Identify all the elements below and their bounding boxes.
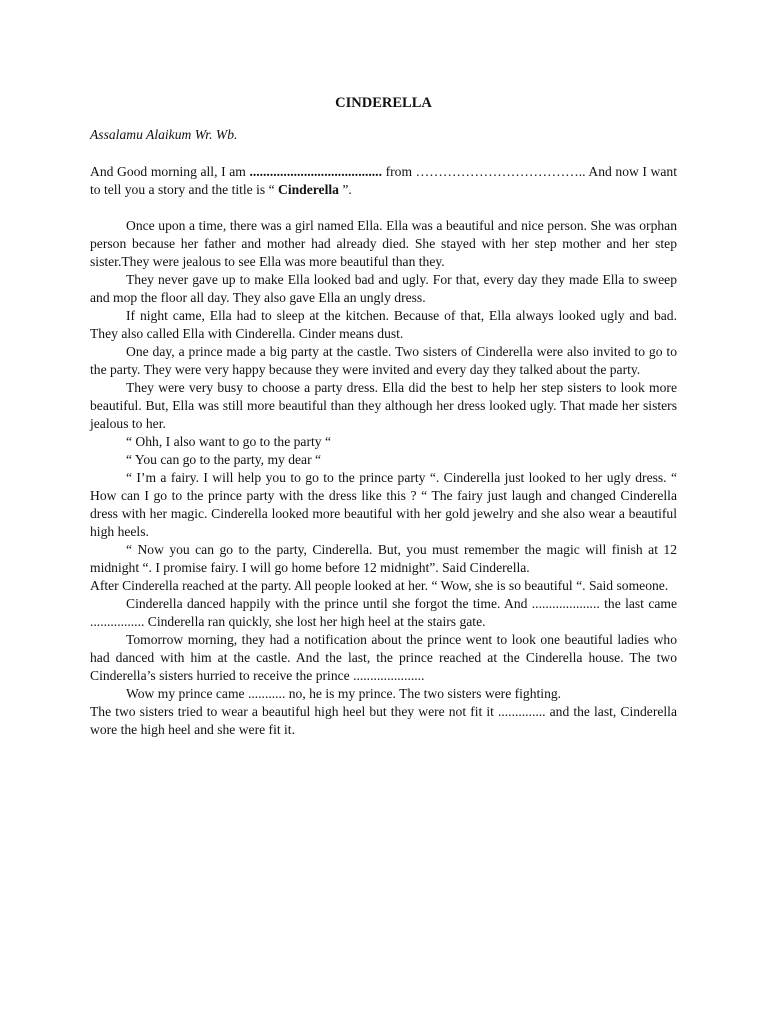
story-body xyxy=(90,217,677,739)
story-paragraph: “ Now you can go to the party, Cinderella. But, you must remember the magic will finish at 12 midnight “. I promise fairy. I will go home before 12 midnight”. Said Cinderella. xyxy=(90,542,677,575)
from-blank: ……………………………….. xyxy=(415,164,586,179)
greeting: Assalamu Alaikum Wr. Wb. xyxy=(90,127,238,142)
story-paragraph: “ You can go to the party, my dear “ xyxy=(126,452,322,467)
intro-text-4: ”. xyxy=(338,182,352,197)
intro-text-1: And Good morning all, I am xyxy=(90,164,250,179)
story-paragraph: Cinderella danced happily with the prince until she forgot the time. And .................... the last came ................ Cinderella ran quickly, she lost her high heel at the stairs gate. xyxy=(90,596,677,629)
document-title: CINDERELLA xyxy=(335,95,432,111)
intro-text-2: from xyxy=(381,164,416,179)
name-blank: ....................................... xyxy=(249,164,382,179)
story-paragraph: Wow my prince came ........... no, he is my prince. The two sisters were fighting. xyxy=(126,686,562,701)
intro-text-3: And now I want to tell you a story and the title is “ xyxy=(90,164,677,197)
story-paragraph: “ I’m a fairy. I will help you to go to the prince party “. Cinderella just looked to her ugly dress. “ How can I go to the prince party with the dress like this ? “ The fairy just laugh and changed Cinderella dress with her magic. Cinderella looked more beautiful with her gold jewelry and she also wear a beautiful high heels. xyxy=(90,470,677,539)
story-title: Cinderella xyxy=(278,182,339,197)
story-paragraph: The two sisters tried to wear a beautiful high heel but they were not fit it .............. and the last, Cinderella wore the high heel and she were fit it. xyxy=(90,704,677,737)
story-paragraph: “ Ohh, I also want to go to the party “ xyxy=(126,434,331,449)
story-paragraph: They never gave up to make Ella looked bad and ugly. For that, every day they made Ella to sweep and mop the floor all day. They also gave Ella an ungly dress. xyxy=(90,272,677,305)
story-paragraph: If night came, Ella had to sleep at the kitchen. Because of that, Ella always looked ugly and bad. They also called Ella with Cinderella. Cinder means dust. xyxy=(90,308,677,341)
story-paragraph: They were very busy to choose a party dress. Ella did the best to help her step sisters to look more beautiful. But, Ella was still more beautiful than they although her dress looked ugly. That made her sisters jealous to her. xyxy=(90,380,677,431)
story-paragraph: One day, a prince made a big party at the castle. Two sisters of Cinderella were also invited to go to the party. They were very happy because they were invited and every day they talked about the party. xyxy=(90,344,677,377)
story-paragraph: Once upon a time, there was a girl named Ella. Ella was a beautiful and nice person. She was orphan person because her father and mother had already died. She stayed with her step mother and her step sister.They were jealous to see Ella was more beautiful than they. xyxy=(90,218,677,269)
story-paragraph: Tomorrow morning, they had a notification about the prince went to look one beautiful ladies who had danced with him at the castle. And the last, the prince reached at the Cinderella house. The two Cinderella’s sisters hurried to receive the prince ..................... xyxy=(90,632,677,683)
story-paragraph: After Cinderella reached at the party. All people looked at her. “ Wow, she is so beautiful “. Said someone. xyxy=(90,578,669,593)
intro-paragraph xyxy=(90,163,677,199)
document-page xyxy=(90,94,677,739)
